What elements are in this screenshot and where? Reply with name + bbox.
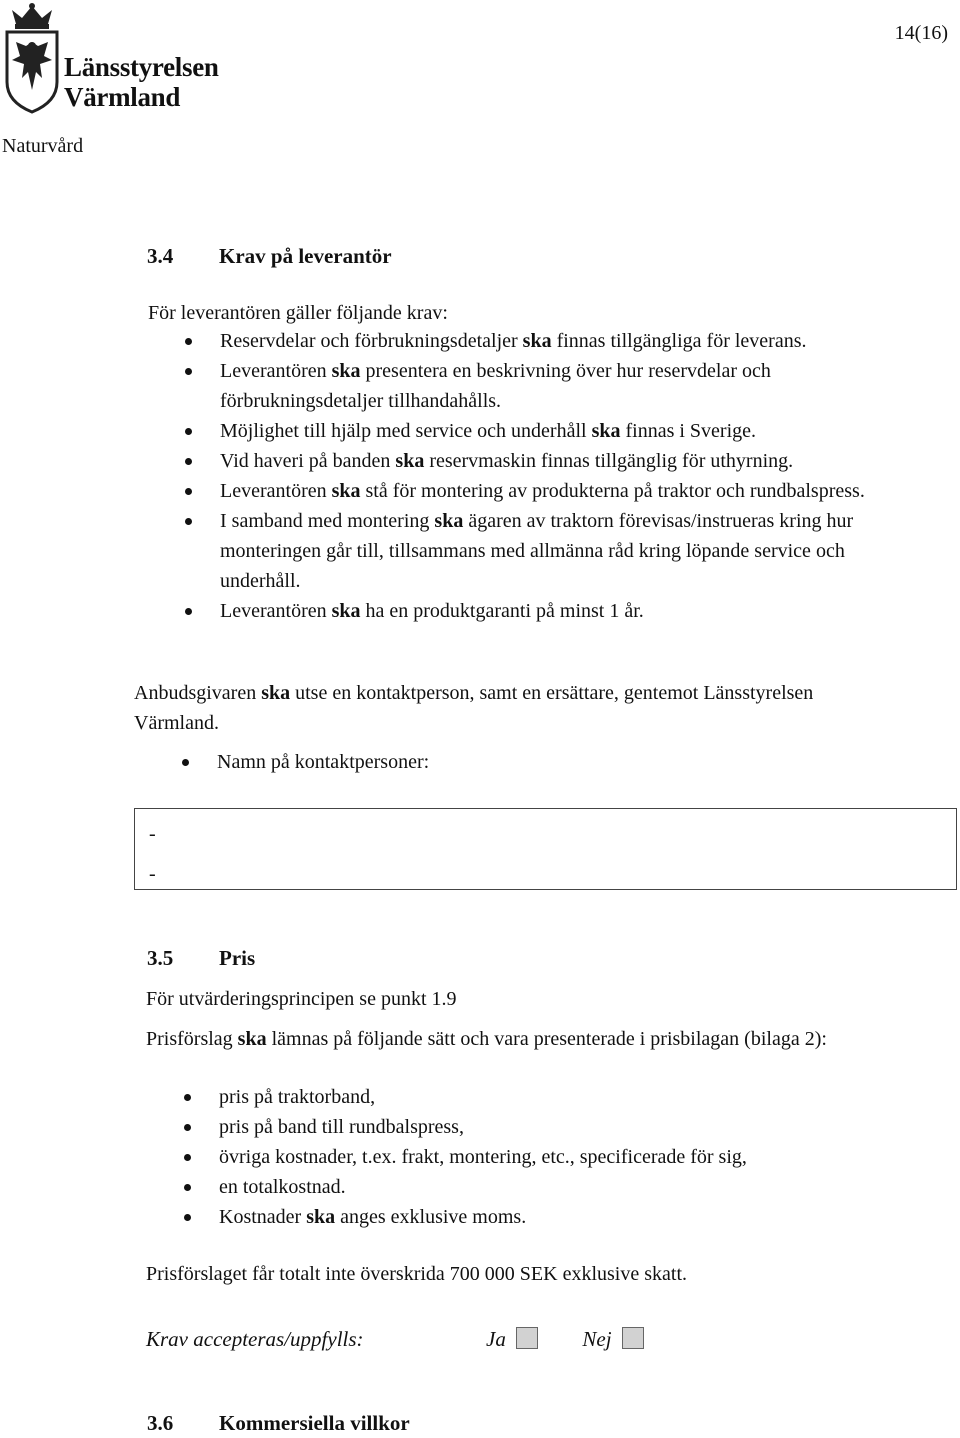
list-item: I samband med montering ska ägaren av traktorn förevisas/instrueras kring hur monteringen går till, tillsammans med allmänna råd kring löpande service och underhåll. — [146, 506, 885, 596]
list-item: Leverantören ska presentera en beskrivning över hur reservdelar och förbrukningsdetaljer tillhandahålls. — [146, 356, 870, 416]
agency-name-line2: Värmland — [64, 82, 181, 112]
contact-names-label: Namn på kontaktpersoner: — [143, 747, 743, 777]
list-item: övriga kostnader, t.ex. frakt, montering, etc., specificerade för sig, — [145, 1142, 945, 1172]
contact-persons-box[interactable] — [134, 808, 957, 890]
list-item: Vid haveri på banden ska reservmaskin finnas tillgänglig för uthyrning. — [146, 446, 946, 476]
supplier-requirements-list — [146, 326, 946, 626]
list-item: Reservdelar och förbrukningsdetaljer ska finnas tillgängliga för leverans. — [146, 326, 946, 356]
list-item: Leverantören ska ha en produktgaranti på minst 1 år. — [146, 596, 946, 626]
contact-names-list — [143, 747, 743, 777]
contact-entry-2: - — [149, 863, 156, 885]
price-items-list — [145, 1082, 945, 1232]
section-number: 3.6 — [147, 1411, 174, 1435]
yes-label: Ja — [486, 1327, 506, 1351]
section-title: Krav på leverantör — [219, 244, 392, 268]
no-checkbox[interactable] — [622, 1327, 644, 1349]
page-number: 14(16) — [894, 22, 948, 44]
section-number: 3.4 — [147, 244, 174, 268]
list-item: Möjlighet till hjälp med service och underhåll ska finnas i Sverige. — [146, 416, 946, 446]
section-title: Pris — [219, 946, 256, 970]
section-title: Kommersiella villkor — [219, 1411, 410, 1435]
no-label: Nej — [582, 1327, 612, 1351]
requirements-intro: För leverantören gäller följande krav: — [148, 302, 448, 324]
yes-checkbox[interactable] — [516, 1327, 538, 1349]
department-label: Naturvård — [2, 135, 84, 157]
coat-of-arms-icon — [2, 2, 62, 114]
list-item: Leverantören ska stå för montering av produkterna på traktor och rundbalspress. — [146, 476, 870, 506]
requirement-acceptance-row — [146, 1327, 644, 1352]
evaluation-principle-text: För utvärderingsprincipen se punkt 1.9 — [146, 988, 457, 1010]
list-item: Kostnader ska anges exklusive moms. — [145, 1202, 945, 1232]
agency-name — [64, 52, 219, 112]
price-proposal-paragraph: Prisförslag ska lämnas på följande sätt och vara presenterade i prisbilagan (bilaga 2): — [146, 1028, 827, 1050]
price-limit-text: Prisförslaget får totalt inte överskrida 700 000 SEK exklusive skatt. — [146, 1263, 688, 1285]
list-item: en totalkostnad. — [145, 1172, 945, 1202]
contact-entry-1: - — [149, 823, 156, 845]
criteria-label: Krav accepteras/uppfylls: — [146, 1327, 364, 1351]
contact-person-paragraph: Anbudsgivaren ska utse en kontaktperson, samt en ersättare, gentemot Länsstyrelsen Värmland. — [134, 682, 814, 734]
section-3-5-heading — [147, 943, 255, 973]
section-3-4-heading — [147, 241, 392, 271]
list-item: pris på traktorband, — [145, 1082, 945, 1112]
list-item: pris på band till rundbalspress, — [145, 1112, 945, 1142]
agency-name-line1: Länsstyrelsen — [64, 52, 219, 82]
section-number: 3.5 — [147, 946, 174, 970]
